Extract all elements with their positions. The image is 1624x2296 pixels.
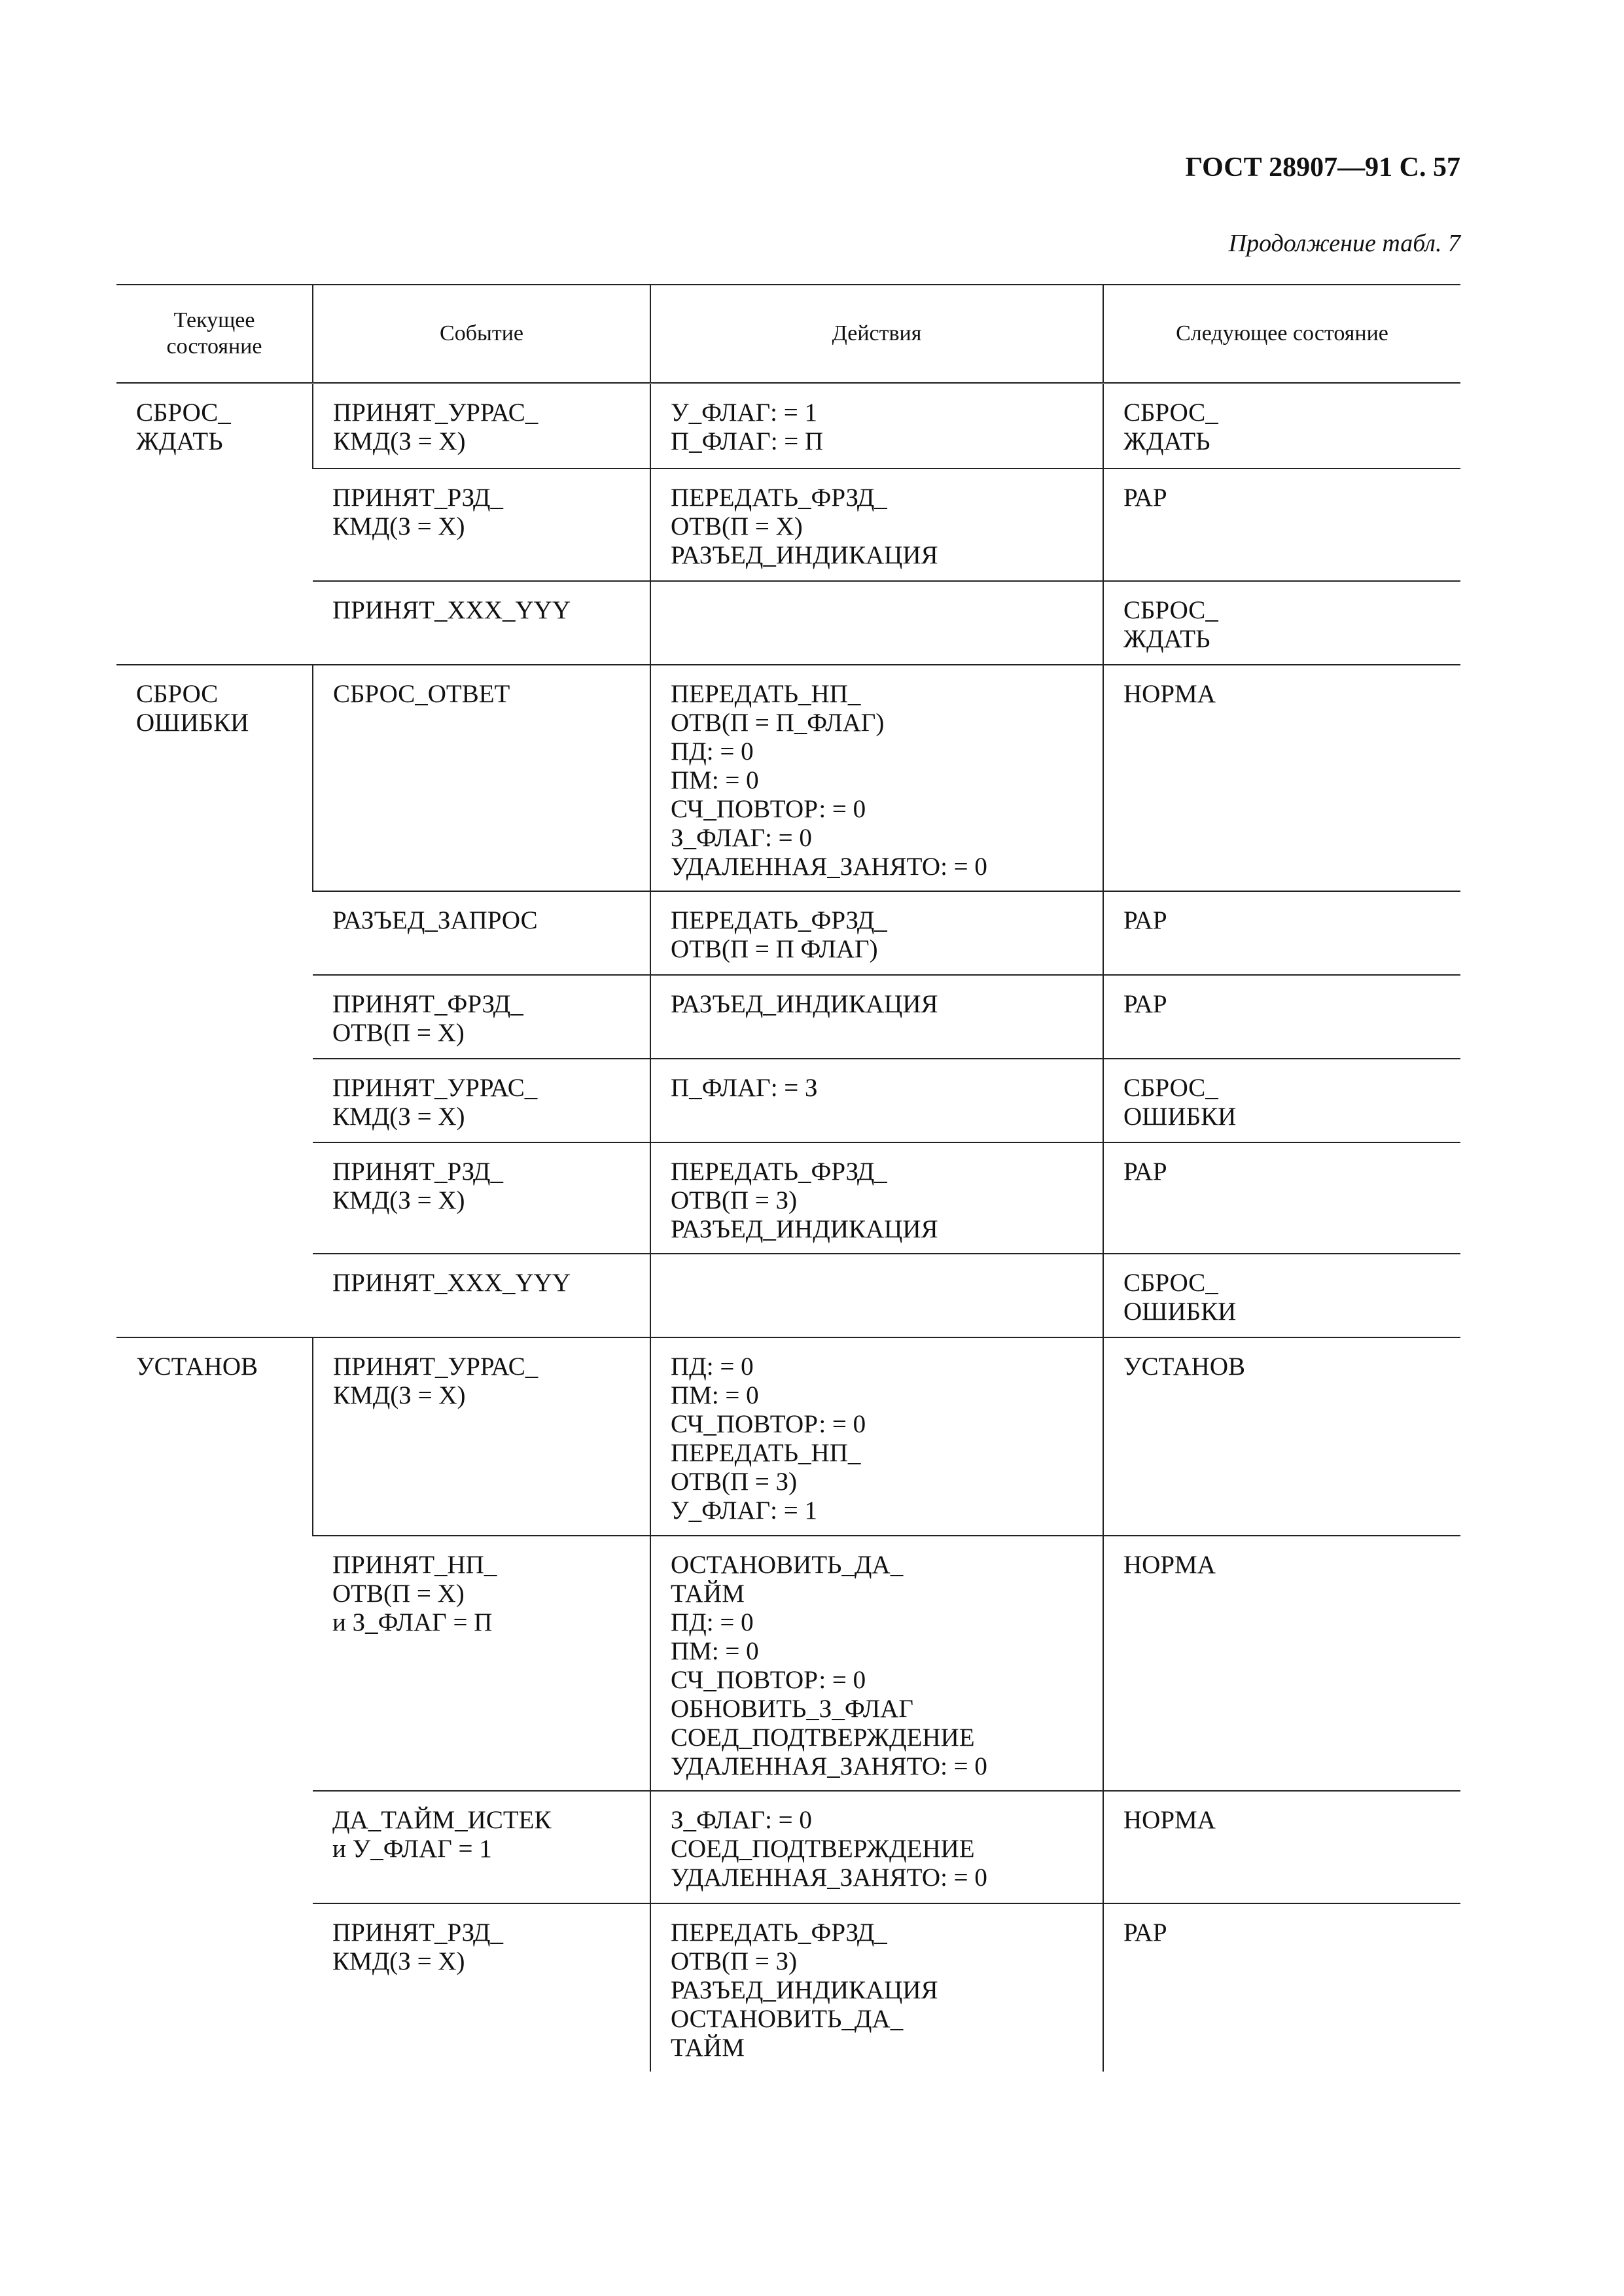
actions-cell: П_ФЛАГ: = З: [650, 1059, 1103, 1142]
event-cell: ДА_ТАЙМ_ИСТЕК и У_ФЛАГ = 1: [313, 1791, 650, 1903]
actions-cell: ПЕРЕДАТЬ_НП_ ОТВ(П = П_ФЛАГ) ПД: = 0 ПМ: = 0 СЧ_ПОВТОР: = 0 З_ФЛАГ: = 0 УДАЛЕННАЯ_ЗАНЯТО: = 0: [650, 665, 1103, 891]
actions-cell: ОСТАНОВИТЬ_ДА_ ТАЙМ ПД: = 0 ПМ: = 0 СЧ_ПОВТОР: = 0 ОБНОВИТЬ_З_ФЛАГ СОЕД_ПОДТВЕРЖДЕНИЕ УДАЛЕННАЯ_ЗАНЯТО: = 0: [650, 1536, 1103, 1791]
table-row: [116, 1142, 1460, 1254]
table-row: [116, 1254, 1460, 1337]
event-cell: ПРИНЯТ_РЗД_ КМД(З = X): [313, 1142, 650, 1254]
page-header-gost: ГОСТ 28907—91 С. 57: [1185, 152, 1460, 183]
state-cell: СБРОС ОШИБКИ: [116, 665, 313, 1337]
actions-cell: ПЕРЕДАТЬ_ФРЗД_ ОТВ(П = З) РАЗЪЕД_ИНДИКАЦИЯ ОСТАНОВИТЬ_ДА_ ТАЙМ: [650, 1903, 1103, 2072]
table-row: [116, 891, 1460, 975]
table-row: [116, 1536, 1460, 1791]
next-state-cell: СБРОС_ ОШИБКИ: [1103, 1059, 1460, 1142]
event-cell: ПРИНЯТ_XXX_YYY: [313, 581, 650, 665]
next-state-cell: РАР: [1103, 468, 1460, 581]
table-continuation-note: Продолжение табл. 7: [1228, 230, 1460, 257]
next-state-cell: СБРОС_ ОШИБКИ: [1103, 1254, 1460, 1337]
table-header-row: [116, 285, 1460, 383]
actions-cell: З_ФЛАГ: = 0 СОЕД_ПОДТВЕРЖДЕНИЕ УДАЛЕННАЯ_ЗАНЯТО: = 0: [650, 1791, 1103, 1903]
event-cell: ПРИНЯТ_РЗД_ КМД(З = X): [313, 468, 650, 581]
event-cell: ПРИНЯТ_УРРАС_ КМД(З = X): [313, 383, 650, 468]
actions-cell: [650, 1254, 1103, 1337]
actions-cell: ПЕРЕДАТЬ_ФРЗД_ ОТВ(П = П ФЛАГ): [650, 891, 1103, 975]
column-header-current-state: Текущее состояние: [116, 285, 313, 383]
table-row: [116, 383, 1460, 468]
next-state-cell: НОРМА: [1103, 1536, 1460, 1791]
actions-cell: ПЕРЕДАТЬ_ФРЗД_ ОТВ(П = X) РАЗЪЕД_ИНДИКАЦИЯ: [650, 468, 1103, 581]
table-row: [116, 468, 1460, 581]
state-cell: УСТАНОВ: [136, 1352, 258, 1381]
next-state-cell: НОРМА: [1103, 1791, 1460, 1903]
actions-cell: ПД: = 0 ПМ: = 0 СЧ_ПОВТОР: = 0 ПЕРЕДАТЬ_НП_ ОТВ(П = З) У_ФЛАГ: = 1: [650, 1337, 1103, 1536]
table-row: [116, 1337, 1460, 1536]
state-transition-table: [116, 284, 1460, 2072]
event-cell: СБРОС_ОТВЕТ: [313, 665, 650, 891]
next-state-cell: РАР: [1103, 1142, 1460, 1254]
actions-cell: РАЗЪЕД_ИНДИКАЦИЯ: [650, 975, 1103, 1059]
next-state-cell: РАР: [1103, 891, 1460, 975]
next-state-cell: СБРОС_ ЖДАТЬ: [1103, 581, 1460, 665]
table-row: [116, 1791, 1460, 1903]
event-cell: РАЗЪЕД_ЗАПРОС: [313, 891, 650, 975]
table-row: [116, 975, 1460, 1059]
table-row: [116, 581, 1460, 665]
actions-cell: У_ФЛАГ: = 1 П_ФЛАГ: = П: [650, 383, 1103, 468]
column-header-event: Событие: [313, 285, 650, 383]
state-cell: СБРОС_ ЖДАТЬ: [116, 383, 313, 665]
next-state-cell: НОРМА: [1103, 665, 1460, 891]
table-row: [116, 665, 1460, 891]
event-cell: ПРИНЯТ_УРРАС_ КМД(З = X): [313, 1059, 650, 1142]
next-state-cell: УСТАНОВ: [1103, 1337, 1460, 1536]
table-row: [116, 1059, 1460, 1142]
event-cell: ПРИНЯТ_УРРАС_ КМД(З = X): [313, 1337, 650, 1536]
column-header-next-state: Следующее состояние: [1103, 285, 1460, 383]
actions-cell: [650, 581, 1103, 665]
table-row: [116, 1903, 1460, 2072]
event-cell: ПРИНЯТ_XXX_YYY: [313, 1254, 650, 1337]
event-cell: ПРИНЯТ_РЗД_ КМД(З = X): [332, 1918, 503, 1975]
column-header-actions: Действия: [650, 285, 1103, 383]
event-cell: ПРИНЯТ_НП_ ОТВ(П = X) и З_ФЛАГ = П: [313, 1536, 650, 1791]
next-state-cell: РАР: [1103, 1903, 1460, 2072]
event-cell: ПРИНЯТ_ФРЗД_ ОТВ(П = X): [313, 975, 650, 1059]
next-state-cell: СБРОС_ ЖДАТЬ: [1103, 383, 1460, 468]
next-state-cell: РАР: [1103, 975, 1460, 1059]
actions-cell: ПЕРЕДАТЬ_ФРЗД_ ОТВ(П = З) РАЗЪЕД_ИНДИКАЦИЯ: [650, 1142, 1103, 1254]
